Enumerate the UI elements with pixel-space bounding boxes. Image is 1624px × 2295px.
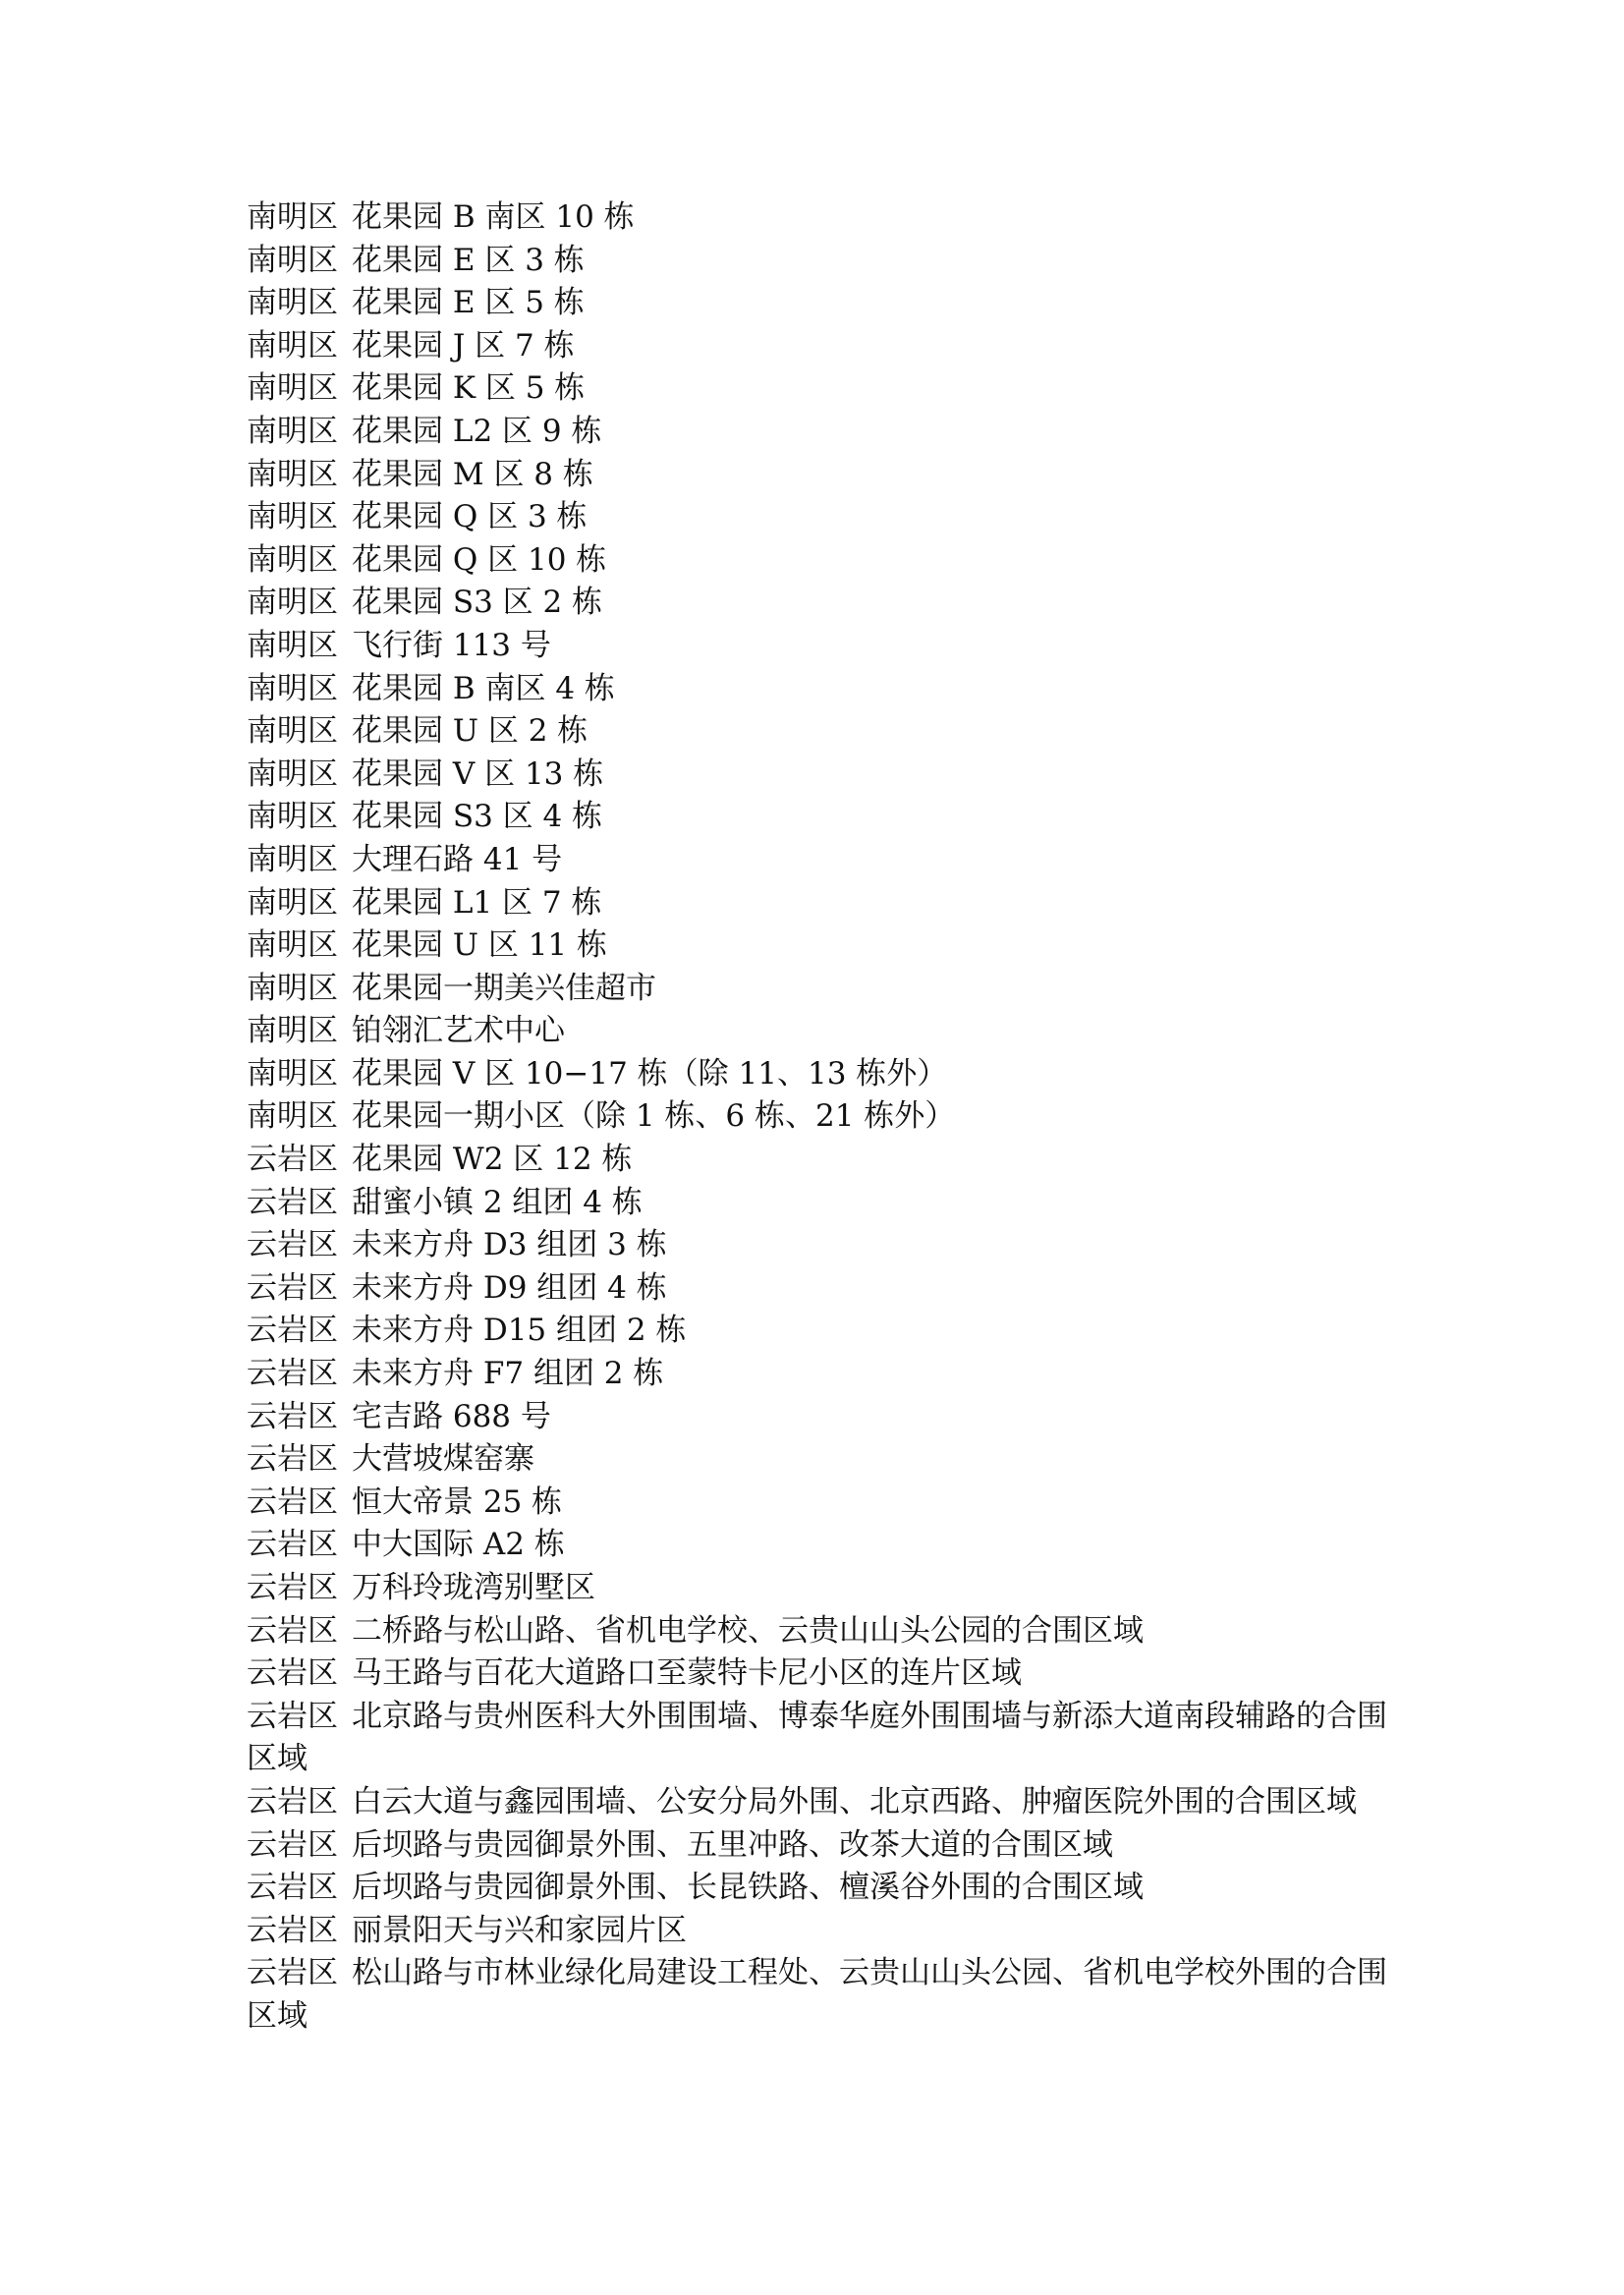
- place-text: 花果园 U 区 2 栋: [352, 713, 588, 750]
- spacer: [338, 839, 352, 882]
- list-item: [247, 1696, 1396, 1781]
- list-item: [247, 240, 1396, 283]
- place-text: 花果园 L2 区 9 栋: [352, 413, 602, 449]
- spacer: [338, 325, 352, 368]
- district-label: 云岩区: [247, 1955, 338, 1991]
- district-label: 南明区: [247, 499, 338, 535]
- district-label: 云岩区: [247, 1227, 338, 1263]
- place-text: 白云大道与鑫园围墙、公安分局外围、北京西路、肿瘤医院外围的合围区域: [352, 1783, 1357, 1819]
- list-item: [247, 1824, 1396, 1868]
- place-text: 花果园 V 区 13 栋: [352, 756, 604, 792]
- district-label: 南明区: [247, 541, 338, 578]
- spacer: [338, 1310, 352, 1353]
- place-text: 未来方舟 F7 组团 2 栋: [352, 1356, 664, 1392]
- district-label: 南明区: [247, 1098, 338, 1135]
- spacer: [338, 1610, 352, 1653]
- place-text: 花果园 B 南区 10 栋: [352, 199, 635, 235]
- district-label: 云岩区: [247, 1483, 338, 1520]
- place-text: 花果园 B 南区 4 栋: [352, 670, 615, 706]
- list-item: [247, 882, 1396, 925]
- place-text: 中大国际 A2 栋: [352, 1527, 565, 1563]
- district-label: 南明区: [247, 1013, 338, 1049]
- place-text: 恒大帝景 25 栋: [352, 1483, 563, 1520]
- spacer: [338, 1182, 352, 1225]
- spacer: [338, 411, 352, 454]
- list-item: [247, 539, 1396, 583]
- list-item: [247, 1524, 1396, 1567]
- list-item: [247, 196, 1396, 240]
- spacer: [338, 710, 352, 754]
- district-label: 南明区: [247, 713, 338, 750]
- district-label: 云岩区: [247, 1527, 338, 1563]
- district-label: 南明区: [247, 927, 338, 964]
- spacer: [338, 367, 352, 411]
- spacer: [338, 1095, 352, 1139]
- place-text: 花果园 L1 区 7 栋: [352, 884, 602, 921]
- list-item: [247, 454, 1396, 497]
- place-text: 甜蜜小镇 2 组团 4 栋: [352, 1184, 643, 1220]
- place-text: 花果园 E 区 5 栋: [352, 285, 585, 321]
- list-item: [247, 1567, 1396, 1610]
- district-label: 云岩区: [247, 1269, 338, 1306]
- place-text: 花果园 Q 区 3 栋: [352, 499, 588, 535]
- spacer: [338, 1053, 352, 1096]
- spacer: [338, 1524, 352, 1567]
- list-item: [247, 1952, 1396, 2038]
- place-text: 大理石路 41 号: [352, 841, 563, 877]
- list-item: [247, 924, 1396, 968]
- district-label: 南明区: [247, 970, 338, 1006]
- district-label: 云岩区: [247, 1698, 338, 1734]
- location-list: [247, 196, 1396, 2039]
- district-label: 云岩区: [247, 1142, 338, 1178]
- place-text: 二桥路与松山路、省机电学校、云贵山山头公园的合围区域: [352, 1612, 1144, 1649]
- district-label: 云岩区: [247, 1783, 338, 1819]
- spacer: [338, 196, 352, 240]
- place-text: 万科玲珑湾别墅区: [352, 1570, 595, 1605]
- district-label: 云岩区: [247, 1184, 338, 1220]
- list-item: [247, 754, 1396, 797]
- district-label: 南明区: [247, 370, 338, 407]
- district-label: 云岩区: [247, 1870, 338, 1906]
- spacer: [338, 754, 352, 797]
- place-text: 宅吉路 688 号: [352, 1398, 551, 1434]
- spacer: [338, 1396, 352, 1439]
- spacer: [338, 1824, 352, 1868]
- spacer: [338, 968, 352, 1011]
- place-text: 花果园一期美兴佳超市: [352, 970, 656, 1006]
- list-item: [247, 496, 1396, 539]
- district-label: 南明区: [247, 1055, 338, 1092]
- spacer: [338, 1267, 352, 1311]
- place-text: 松山路与市林业绿化局建设工程处、云贵山山头公园、省机电学校外围的合围区域: [247, 1955, 1387, 2034]
- district-label: 云岩区: [247, 1398, 338, 1434]
- district-label: 云岩区: [247, 1441, 338, 1478]
- place-text: 花果园 K 区 5 栋: [352, 370, 586, 407]
- district-label: 南明区: [247, 756, 338, 792]
- district-label: 南明区: [247, 327, 338, 364]
- list-item: [247, 1310, 1396, 1353]
- place-text: 丽景阳天与兴和家园片区: [352, 1912, 687, 1948]
- list-item: [247, 411, 1396, 454]
- list-item: [247, 1396, 1396, 1439]
- spacer: [338, 496, 352, 539]
- list-item: [247, 1652, 1396, 1696]
- spacer: [338, 924, 352, 968]
- list-item: [247, 839, 1396, 882]
- list-item: [247, 1353, 1396, 1396]
- district-label: 南明区: [247, 199, 338, 235]
- spacer: [338, 796, 352, 839]
- place-text: 花果园 J 区 7 栋: [352, 327, 575, 364]
- place-text: 大营坡煤窑寨: [352, 1441, 534, 1478]
- district-label: 南明区: [247, 670, 338, 706]
- district-label: 南明区: [247, 242, 338, 278]
- place-text: 飞行街 113 号: [352, 627, 551, 663]
- place-text: 花果园 W2 区 12 栋: [352, 1142, 633, 1178]
- place-text: 未来方舟 D9 组团 4 栋: [352, 1269, 667, 1306]
- list-item: [247, 282, 1396, 325]
- place-text: 未来方舟 D3 组团 3 栋: [352, 1227, 667, 1263]
- district-label: 南明区: [247, 585, 338, 621]
- spacer: [338, 1010, 352, 1053]
- spacer: [338, 1438, 352, 1482]
- list-item: [247, 367, 1396, 411]
- list-item: [247, 710, 1396, 754]
- spacer: [338, 240, 352, 283]
- district-label: 南明区: [247, 841, 338, 877]
- spacer: [338, 539, 352, 583]
- list-item: [247, 796, 1396, 839]
- list-item: [247, 1182, 1396, 1225]
- list-item: [247, 625, 1396, 668]
- district-label: 云岩区: [247, 1912, 338, 1948]
- spacer: [338, 1781, 352, 1824]
- place-text: 未来方舟 D15 组团 2 栋: [352, 1313, 687, 1349]
- spacer: [338, 882, 352, 925]
- place-text: 后坝路与贵园御景外围、长昆铁路、檀溪谷外围的合围区域: [352, 1870, 1144, 1906]
- list-item: [247, 1867, 1396, 1910]
- place-text: 花果园 M 区 8 栋: [352, 456, 593, 492]
- spacer: [338, 668, 352, 711]
- place-text: 铂翎汇艺术中心: [352, 1013, 565, 1049]
- spacer: [338, 1867, 352, 1910]
- list-item: [247, 1910, 1396, 1953]
- spacer: [338, 1139, 352, 1182]
- spacer: [338, 454, 352, 497]
- district-label: 云岩区: [247, 1313, 338, 1349]
- spacer: [338, 582, 352, 625]
- district-label: 云岩区: [247, 1570, 338, 1605]
- district-label: 南明区: [247, 627, 338, 663]
- place-text: 花果园 S3 区 4 栋: [352, 799, 603, 835]
- district-label: 南明区: [247, 285, 338, 321]
- place-text: 马王路与百花大道路口至蒙特卡尼小区的连片区域: [352, 1655, 1022, 1692]
- list-item: [247, 1139, 1396, 1182]
- list-item: [247, 968, 1396, 1011]
- place-text: 后坝路与贵园御景外围、五里冲路、改茶大道的合围区域: [352, 1826, 1113, 1863]
- spacer: [338, 1482, 352, 1525]
- district-label: 云岩区: [247, 1356, 338, 1392]
- district-label: 南明区: [247, 799, 338, 835]
- list-item: [247, 1482, 1396, 1525]
- district-label: 南明区: [247, 884, 338, 921]
- list-item: [247, 1781, 1396, 1824]
- list-item: [247, 1095, 1396, 1139]
- list-item: [247, 582, 1396, 625]
- list-item: [247, 668, 1396, 711]
- list-item: [247, 325, 1396, 368]
- spacer: [338, 1910, 352, 1953]
- spacer: [338, 625, 352, 668]
- place-text: 花果园 U 区 11 栋: [352, 927, 607, 964]
- district-label: 云岩区: [247, 1655, 338, 1692]
- list-item: [247, 1438, 1396, 1482]
- list-item: [247, 1053, 1396, 1096]
- list-item: [247, 1610, 1396, 1653]
- place-text: 北京路与贵州医科大外围围墙、博泰华庭外围围墙与新添大道南段辅路的合围区域: [247, 1698, 1387, 1777]
- list-item: [247, 1267, 1396, 1311]
- place-text: 花果园 E 区 3 栋: [352, 242, 585, 278]
- spacer: [338, 282, 352, 325]
- district-label: 南明区: [247, 456, 338, 492]
- district-label: 云岩区: [247, 1826, 338, 1863]
- spacer: [338, 1224, 352, 1267]
- place-text: 花果园 Q 区 10 栋: [352, 541, 607, 578]
- spacer: [338, 1353, 352, 1396]
- place-text: 花果园 S3 区 2 栋: [352, 585, 603, 621]
- list-item: [247, 1224, 1396, 1267]
- place-text: 花果园一期小区（除 1 栋、6 栋、21 栋外）: [352, 1098, 956, 1135]
- list-item: [247, 1010, 1396, 1053]
- place-text: 花果园 V 区 10−17 栋（除 11、13 栋外）: [352, 1055, 948, 1092]
- district-label: 南明区: [247, 413, 338, 449]
- spacer: [338, 1567, 352, 1610]
- district-label: 云岩区: [247, 1612, 338, 1649]
- spacer: [338, 1652, 352, 1696]
